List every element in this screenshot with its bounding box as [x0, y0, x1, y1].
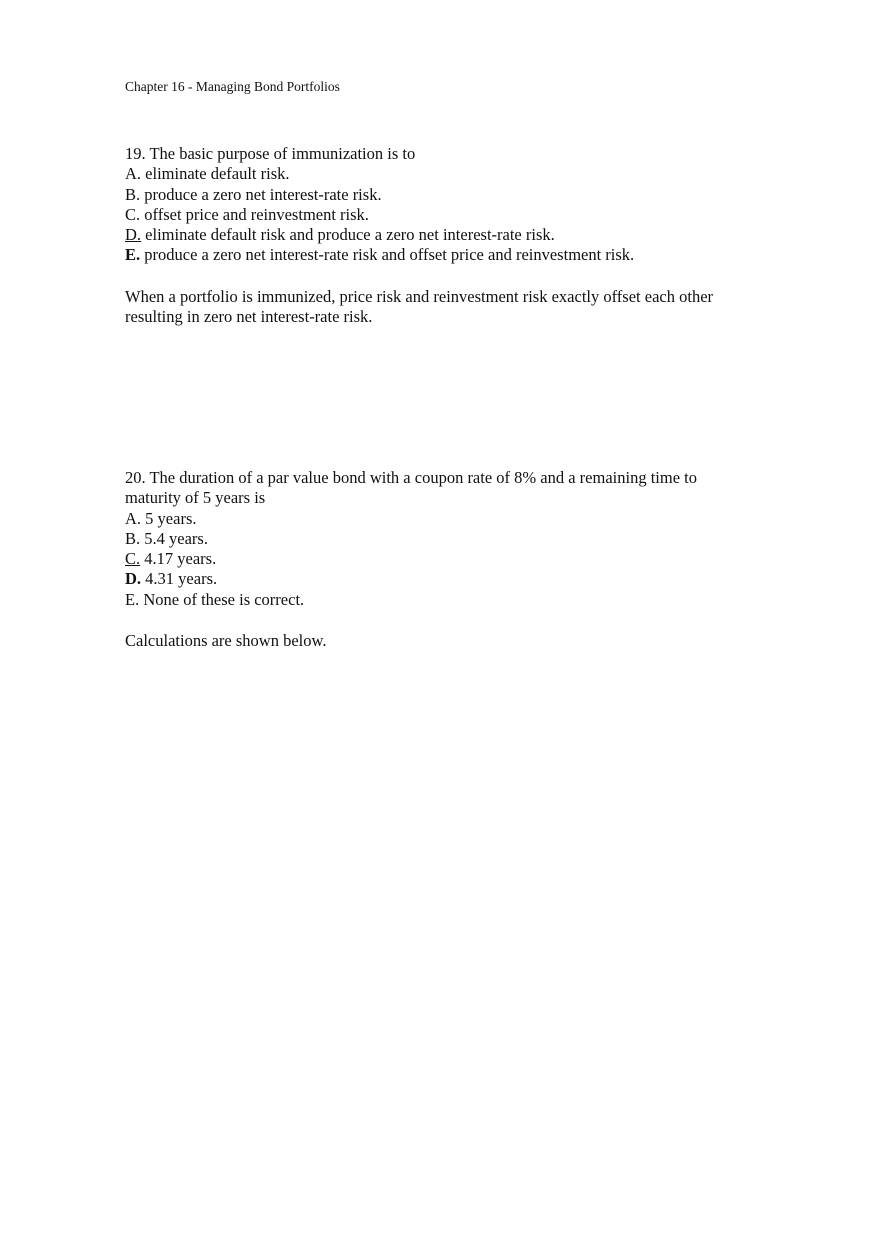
option-text: 4.17 years.	[140, 549, 217, 569]
explanation-line: Calculations are shown below.	[125, 631, 327, 650]
option-text: None of these is correct.	[139, 589, 305, 609]
option-letter: A.	[125, 508, 142, 528]
option-letter: D.	[125, 569, 142, 589]
option-letter: B.	[125, 184, 141, 204]
option-text: 4.31 years.	[141, 569, 218, 589]
option-text: offset price and reinvestment risk.	[140, 204, 369, 224]
option-text: produce a zero net interest-rate risk.	[140, 184, 382, 204]
question-stem: 20. The duration of a par value bond with a coupon rate of 8% and a remaining time to	[125, 468, 697, 487]
answer-option-c	[125, 205, 765, 225]
answer-option-a	[125, 164, 765, 184]
option-text: produce a zero net interest-rate risk and offset price and reinvestment risk.	[140, 245, 635, 265]
option-letter: B.	[125, 528, 141, 548]
option-letter: C.	[125, 204, 141, 224]
question-stem: 19. The basic purpose of immunization is to	[125, 144, 416, 163]
question-20	[125, 468, 765, 610]
option-letter: D.	[125, 225, 142, 245]
answer-option-a	[125, 509, 765, 529]
answer-option-b	[125, 529, 765, 549]
explanation-line: resulting in zero net interest-rate risk.	[125, 307, 373, 327]
answer-option-e	[125, 590, 765, 610]
question-19	[125, 144, 765, 266]
chapter-header: Chapter 16 - Managing Bond Portfolios	[125, 79, 340, 94]
explanation-line: When a portfolio is immunized, price risk and reinvestment risk exactly offset each other	[125, 287, 714, 306]
answer-option-d	[125, 569, 765, 589]
question-stem: maturity of 5 years is	[125, 488, 266, 508]
option-text: eliminate default risk and produce a zero net interest-rate risk.	[141, 225, 555, 245]
option-letter: A.	[125, 164, 142, 184]
answer-option-b	[125, 185, 765, 205]
explanation-19	[125, 287, 765, 328]
option-letter: E.	[125, 245, 141, 265]
explanation-20	[125, 631, 765, 651]
option-text: 5.4 years.	[140, 528, 208, 548]
option-text: eliminate default risk.	[141, 164, 290, 184]
answer-option-c	[125, 549, 765, 569]
option-text: 5 years.	[141, 508, 197, 528]
answer-option-e	[125, 245, 765, 265]
option-letter: C.	[125, 549, 141, 569]
answer-option-d	[125, 225, 765, 245]
option-letter: E.	[125, 589, 140, 609]
